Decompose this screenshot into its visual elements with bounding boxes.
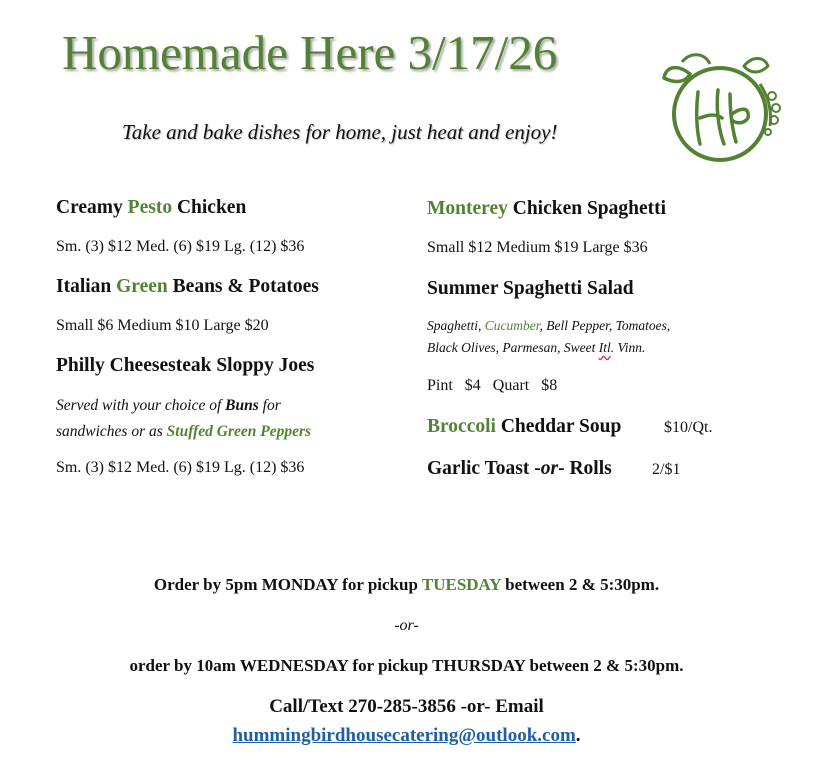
menu-item-title: Monterey Chicken Spaghetti <box>427 198 667 219</box>
menu-item-title: Summer Spaghetti Salad <box>427 278 634 299</box>
svg-text:HH: HH <box>720 114 722 115</box>
order-deadline-2: order by 10am WEDNESDAY for pickup THURSDAY between 2 & 5:30pm. <box>129 656 684 675</box>
menu-item-price: $10/Qt. <box>664 419 713 436</box>
page-subtitle: Take and bake dishes for home, just heat and enjoy! <box>122 120 558 144</box>
order-deadline-1: Order by 5pm MONDAY for pickup TUESDAY between 2 & 5:30pm. <box>153 575 660 594</box>
menu-item-price: Pint $4 Quart $8 <box>427 377 558 394</box>
menu-item-price: Small $6 Medium $10 Large $20 <box>56 317 269 334</box>
menu-item-price: Sm. (3) $12 Med. (6) $19 Lg. (12) $36 <box>56 459 305 476</box>
email-line: hummingbirdhousecatering@outlook.com. <box>232 725 581 746</box>
menu-item-title: Broccoli Cheddar Soup <box>427 416 622 437</box>
contact-line: Call/Text 270-285-3856 -or- Email <box>269 696 544 717</box>
email-link[interactable]: hummingbirdhousecatering@outlook.com <box>232 725 576 746</box>
menu-item-description: Spaghetti, Cucumber, Bell Pepper, Tomatoes, Black Olives, Parmesan, Sweet Itl. Vinn. <box>427 318 671 355</box>
order-or-separator: -or- <box>394 617 419 634</box>
hummingbird-house-logo <box>660 44 788 172</box>
menu-item-title: Creamy Pesto Chicken <box>56 197 247 218</box>
menu-item-title: Philly Cheesesteak Sloppy Joes <box>56 355 315 376</box>
menu-item-price: 2/$1 <box>652 461 681 478</box>
menu-item-price: Sm. (3) $12 Med. (6) $19 Lg. (12) $36 <box>56 238 305 255</box>
page-title: Homemade Here 3/17/26 <box>62 25 558 80</box>
menu-item-title: Italian Green Beans & Potatoes <box>56 276 319 297</box>
menu-item-price: Small $12 Medium $19 Large $36 <box>427 239 648 256</box>
menu-item-title: Garlic Toast -or- Rolls <box>427 458 612 479</box>
menu-item-description: Served with your choice of Buns for sandwiches or as Stuffed Green Peppers <box>56 397 312 440</box>
